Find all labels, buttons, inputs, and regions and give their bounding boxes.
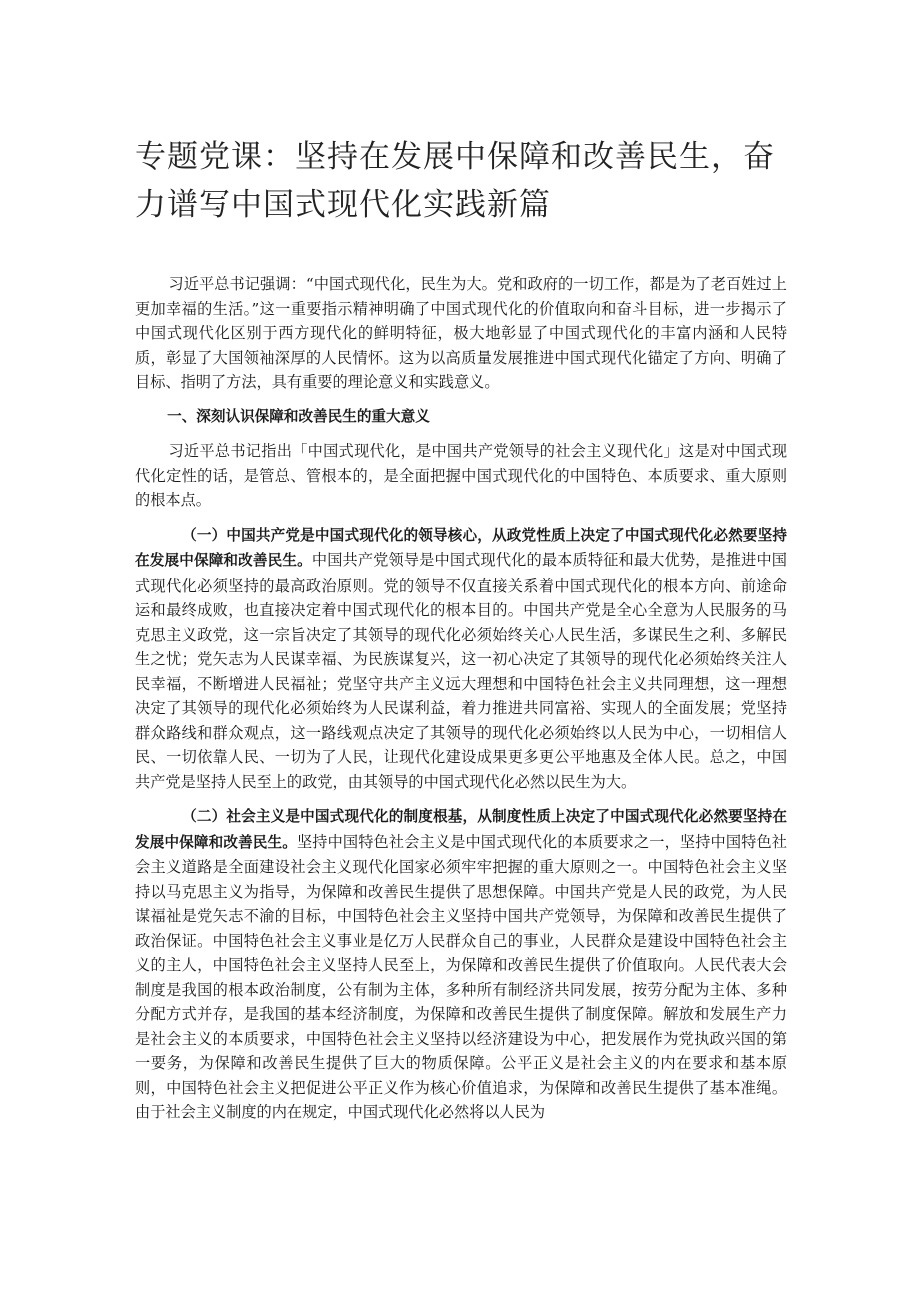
intro-paragraph: 习近平总书记强调：“中国式现代化，民生为大。党和政府的一切工作，都是为了老百姓过上更加幸福的生活。”这一重要指示精神明确了中国式现代化的价值取向和奋斗目标，进一步揭示了中国式现代化区别于西方现代化的鲜明特征，极大地彰显了中国式现代化的丰富内涵和人民特质，彰显了大国领袖深厚的人民情怀。这为以高质量发展推进中国式现代化锚定了方向、明确了目标、指明了方法，具有重要的理论意义和实践意义。 <box>135 275 787 391</box>
paragraph-socialism-text: 坚持中国特色社会主义是中国式现代化的本质要求之一，坚持中国特色社会主义道路是全面建设社会主义现代化国家必须牢牢把握的重大原则之一。中国特色社会主义坚持以马克思主义为指导，为保障和改善民生提供了思想保障。中国共产党是人民的政党，为人民谋福祉是党矢志不渝的目标，中国特色社会主义坚持中国共产党领导，为保障和改善民生提供了政治保证。中国特色社会主义事业是亿万人民群众自己的事业，人民群众是建设中国特色社会主义的主人，中国特色社会主义坚持人民至上，为保障和改善民生提供了价值取向。人民代表大会制度是我国的根本政治制度，公有制为主体，多种所有制经济共同发展，按劳分配为主体、多种分配方式并存，是我国的基本经济制度，为保障和改善民生提供了制度保障。解放和发展生产力是社会主义的本质要求，中国特色社会主义坚持以经济建设为中心，把发展作为党执政兴国的第一要务，为保障和改善民生提供了巨大的物质保障。公平正义是社会主义的内在要求和基本原则，中国特色社会主义把促进公平正义作为核心价值追求，为保障和改善民生提供了基本准绳。由于社会主义制度的内在规定，中国式现代化必然将以人民为 <box>135 832 787 1121</box>
paragraph-party-leadership <box>135 523 787 795</box>
section-heading: 一、深刻认识保障和改善民生的重大意义 <box>167 407 430 425</box>
document-body <box>135 272 787 1135</box>
subheading-party-leadership: （一）中国共产党是中国式现代化的领导核心，从政党性质上决定了中国式现代化必然要坚持在发展中保障和改善民生。 <box>135 526 787 569</box>
paragraph-definition: 习近平总书记指出「中国式现代化，是中国共产党领导的社会主义现代化」这是对中国式现代化定性的话，是管总、管根本的，是全面把握中国式现代化的中国特色、本质要求、重大原则的根本点。 <box>135 442 787 509</box>
paragraph-socialism <box>135 804 787 1125</box>
paragraph-party-leadership-text: 中国共产党领导是中国式现代化的最本质特征和最大优势，是推进中国式现代化必须坚持的最高政治原则。党的领导不仅直接关系着中国式现代化的根本方向、前途命运和最终成败，也直接决定着中国式现代化的根本目的。中国共产党是全心全意为人民服务的马克思主义政党，这一宗旨决定了其领导的现代化必须始终关心人民生活，多谋民生之利、多解民生之忧；党矢志为人民谋幸福、为民族谋复兴，这一初心决定了其领导的现代化必须始终关注人民幸福，不断增进人民福祉；党坚守共产主义远大理想和中国特色社会主义共同理想，这一理想决定了其领导的现代化必须始终为人民谋利益，着力推进共同富裕、实现人的全面发展；党坚持群众路线和群众观点，这一路线观点决定了其领导的现代化必须始终以人民为中心，一切相信人民、一切依靠人民、一切为了人民，让现代化建设成果更多更公平地惠及全体人民。总之，中国共产党是坚持人民至上的政党，由其领导的中国式现代化必然以民生为大。 <box>135 551 787 791</box>
subheading-socialism: （二）社会主义是中国式现代化的制度根基，从制度性质上决定了中国式现代化必然要坚持在发展中保障和改善民生。 <box>135 808 787 851</box>
page-title: 专题党课：坚持在发展中保障和改善民生，奋力谱写中国式现代化实践新篇 <box>135 139 775 223</box>
